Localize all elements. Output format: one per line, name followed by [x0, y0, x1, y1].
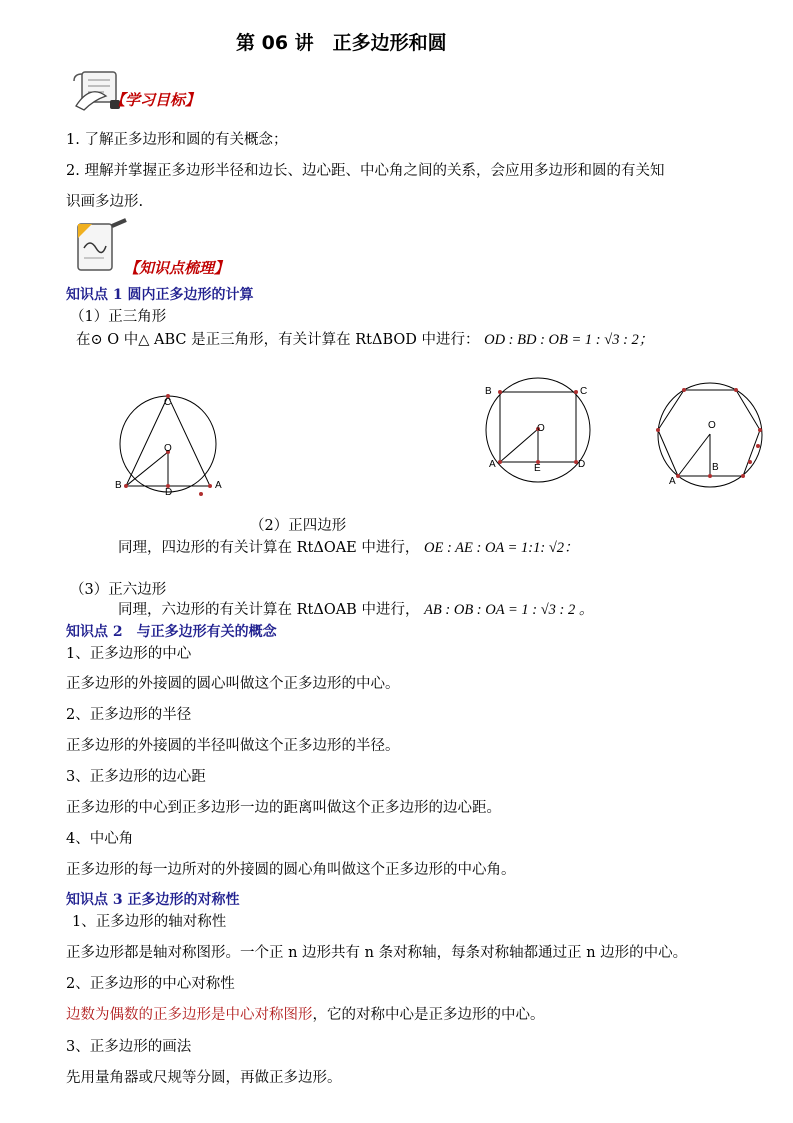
- kp3-s2-body-red: 边数为偶数的正多边形是中心对称图形: [66, 1007, 313, 1023]
- tri-label-A: A: [215, 480, 222, 491]
- kp3-heading: 知识点 3 正多边形的对称性: [66, 892, 240, 908]
- kp3-s2-title: 2、正多边形的中心对称性: [66, 976, 235, 992]
- tri-label-C: C: [164, 397, 172, 408]
- kp2-heading: 知识点 2 与正多边形有关的概念: [66, 624, 277, 640]
- kp3-s2-body: [66, 1003, 545, 1024]
- tri-label-D: D: [165, 487, 173, 498]
- kp3-s1-title: 1、正多边形的轴对称性: [72, 914, 227, 930]
- kp1-line1-math: OD : BD : OB = 1 : √3 : 2；: [484, 332, 654, 348]
- kp3-s3-title: 3、正多边形的画法: [66, 1039, 192, 1055]
- kp2-s1-body: 正多边形的外接圆的圆心叫做这个正多边形的中心。: [66, 676, 400, 692]
- kp1-line2-text: 同理，四边形的有关计算在 RtΔOAE 中进行，: [118, 540, 420, 556]
- sq-label-C: C: [580, 386, 588, 397]
- kp3-s2-body-rest: ，它的对称中心是正多边形的中心。: [312, 1007, 545, 1023]
- kp2-s4-title: 4、中心角: [66, 831, 134, 847]
- sq-label-E: E: [534, 463, 541, 474]
- kp2-s3-title: 3、正多边形的边心距: [66, 769, 206, 785]
- sq-label-O: O: [537, 423, 545, 434]
- hex-label-B: B: [712, 462, 719, 473]
- kp1-line1-text: 在⊙ O 中△ ABC 是正三角形，有关计算在 RtΔBOD 中进行：: [76, 332, 480, 348]
- tri-label-B: B: [115, 480, 122, 491]
- goal-item-1: 1. 了解正多边形和圆的有关概念；: [66, 132, 288, 148]
- kp2-s1-title: 1、正多边形的中心: [66, 646, 192, 662]
- kp2-s2-body: 正多边形的外接圆的半径叫做这个正多边形的半径。: [66, 738, 400, 754]
- kp1-line3-text: 同理，六边形的有关计算在 RtΔOAB 中进行，: [118, 602, 420, 618]
- goal-item-2-line2: 识画多边形.: [66, 194, 144, 210]
- kp2-s4-body: 正多边形的每一边所对的外接圆的圆心角叫做这个正多边形的中心角。: [66, 862, 516, 878]
- kp3-s1-body: 正多边形都是轴对称图形。一个正 n 边形共有 n 条对称轴，每条对称轴都通过正 n 边形的中心。: [66, 945, 688, 961]
- kp2-s2-title: 2、正多边形的半径: [66, 707, 192, 723]
- page-title: 第 06 讲 正多边形和圆: [236, 32, 447, 54]
- notepad-pencil-icon: [72, 218, 132, 278]
- kp1-line3: [118, 598, 593, 619]
- kp2-s3-body: 正多边形的中心到正多边形一边的距离叫做这个正多边形的边心距。: [66, 800, 501, 816]
- kp1-line2-math: OE : AE : OA = 1:1: √2：: [424, 540, 579, 556]
- kp1-line3-math: AB : OB : OA = 1 : √3 : 2 。: [424, 602, 594, 618]
- sq-label-B: B: [485, 386, 492, 397]
- sq-label-D: D: [578, 459, 586, 470]
- goal-item-2-line1: 2. 理解并掌握正多边形半径和边长、边心距、中心角之间的关系，会应用多边形和圆的有关知: [66, 163, 665, 179]
- hexagon-circle-figure: [650, 380, 770, 490]
- kp1-line1: [76, 328, 653, 349]
- kp1-heading: 知识点 1 圆内正多边形的计算: [66, 287, 254, 303]
- knowledge-badge: 【知识点梳理】: [124, 259, 230, 277]
- goals-badge: 【学习目标】: [110, 91, 201, 109]
- kp1-sub1: （1）正三角形: [70, 309, 167, 325]
- hex-label-A: A: [669, 476, 676, 487]
- kp1-sub3: （3）正六边形: [70, 582, 167, 598]
- tri-label-O: O: [164, 443, 172, 454]
- kp1-line2: [118, 536, 579, 557]
- kp1-sub2: （2）正四边形: [250, 518, 347, 534]
- hex-label-O: O: [708, 420, 716, 431]
- sq-label-A: A: [489, 459, 496, 470]
- kp3-s3-body: 先用量角器或尺规等分圆，再做正多边形。: [66, 1070, 342, 1086]
